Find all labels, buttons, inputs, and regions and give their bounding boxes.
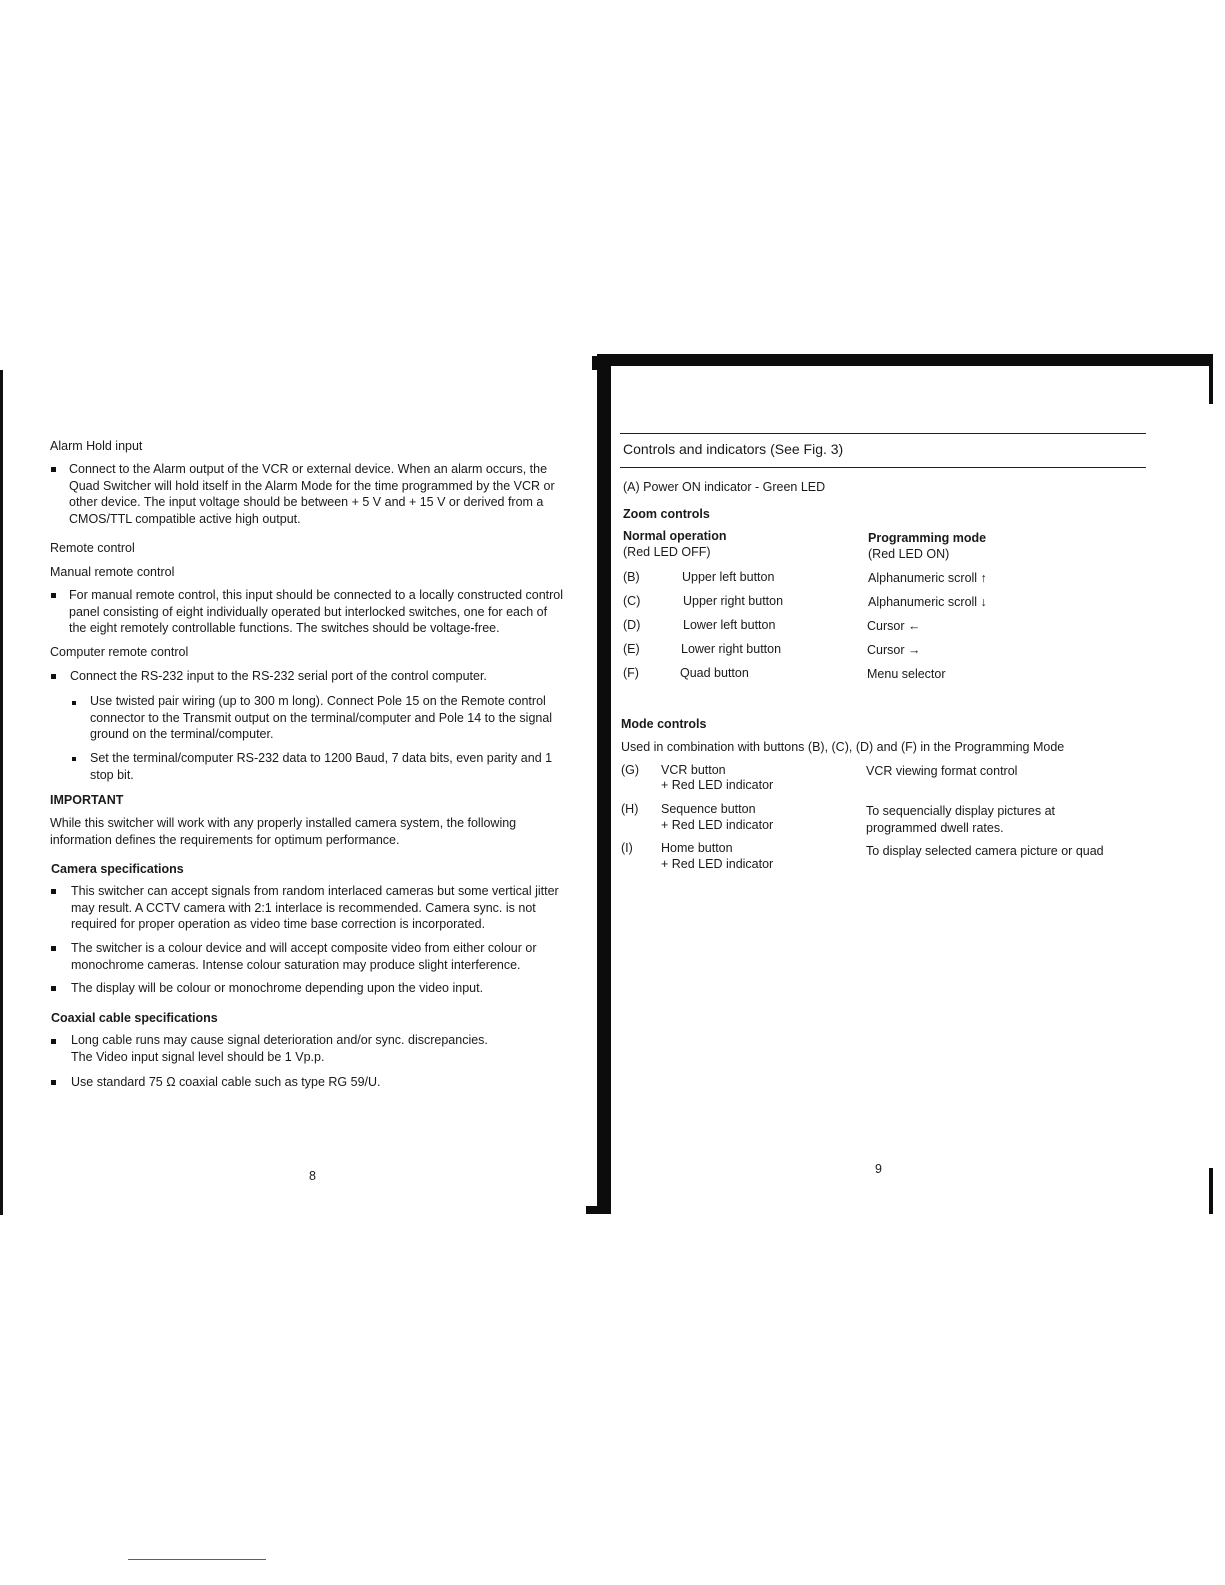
important-heading: IMPORTANT: [50, 793, 124, 807]
controls-title: Controls and indicators (See Fig. 3): [623, 441, 844, 457]
zoom-row-prog: Alphanumeric scroll ↑: [868, 571, 987, 585]
zoom-row-prog: Cursor ←: [867, 619, 921, 633]
manual-remote-text: For manual remote control, this input should be connected to a locally constructed control panel consisting of eight individually operated but interlocked switches, one for each of the eight remotely controllable functions. The switches should be voltage-free.: [69, 588, 564, 635]
bullet-marker: [51, 1039, 56, 1044]
bullet-marker: [51, 467, 56, 472]
power-indicator-text: (A) Power ON indicator - Green LED: [623, 480, 826, 494]
zoom-controls-heading: Zoom controls: [623, 507, 710, 521]
camera-spec-2: The switcher is a colour device and will accept composite video from either colour or monochrome cameras. Intense colour saturation may produce slight interference.: [71, 941, 537, 972]
zoom-row-name: Lower right button: [681, 642, 782, 656]
mode-row-name: Home button: [661, 841, 733, 855]
bullet-marker: [51, 889, 56, 894]
camera-specs-heading: Camera specifications: [51, 862, 184, 876]
normal-operation-sub: (Red LED OFF): [623, 545, 711, 559]
right-scan-edge: [1209, 354, 1213, 404]
mode-row-name: VCR button: [661, 763, 726, 777]
mode-controls-intro: Used in combination with buttons (B), (C), (D) and (F) in the Programming Mode: [621, 740, 1065, 754]
bottom-link-underline: [128, 1559, 266, 1560]
zoom-row-code: (B): [623, 570, 640, 584]
bullet-marker: [51, 986, 56, 991]
top-border-bar: [597, 354, 1213, 366]
coaxial-specs-heading: Coaxial cable specifications: [51, 1011, 218, 1025]
mode-row-name: Sequence button: [661, 802, 756, 816]
coaxial-spec-1: Long cable runs may cause signal deterioration and/or sync. discrepancies. The Video input signal level should be 1 Vp.p.: [71, 1033, 488, 1064]
programming-mode-heading: Programming mode: [868, 531, 987, 545]
zoom-row-code: (E): [623, 642, 640, 656]
left-scan-edge: [0, 370, 3, 1215]
sub-bullet-marker: [72, 757, 76, 761]
mode-row-led: + Red LED indicator: [661, 857, 774, 871]
bullet-marker: [51, 1080, 56, 1085]
spine-bar: [597, 356, 611, 1214]
coaxial-spec-2: Use standard 75 Ω coaxial cable such as type RG 59/U.: [71, 1075, 381, 1089]
zoom-row-name: Lower left button: [683, 618, 776, 632]
zoom-row-code: (D): [623, 618, 641, 632]
computer-remote-sub-2: Set the terminal/computer RS-232 data to 1200 Baud, 7 data bits, even parity and 1 stop bit.: [90, 751, 553, 782]
mode-row-desc: VCR viewing format control: [866, 764, 1018, 778]
sub-bullet-marker: [72, 701, 76, 705]
normal-operation-heading: Normal operation: [623, 529, 727, 543]
manual-remote-heading: Manual remote control: [50, 565, 175, 579]
mode-row-code: (I): [621, 841, 633, 855]
alarm-hold-text: Connect to the Alarm output of the VCR or external device. When an alarm occurs, the Quad Switcher will hold itself in the Alarm Mode for the time programmed by the VCR or other device. The input voltage should be between + 5 V and + 15 V or derived from a CMOS/TTL compatible active high output.: [69, 462, 555, 526]
bullet-marker: [51, 946, 56, 951]
mode-row-desc: To sequencially display pictures at programmed dwell rates.: [866, 804, 1055, 835]
right-scan-edge-bottom: [1209, 1168, 1213, 1214]
mode-row-code: (H): [621, 802, 639, 816]
zoom-row-code: (C): [623, 594, 641, 608]
title-rule-top: [620, 433, 1146, 434]
mode-row-led: + Red LED indicator: [661, 818, 774, 832]
bullet-marker: [51, 593, 56, 598]
spine-bar-bottom-edge: [586, 1206, 598, 1214]
bullet-marker: [51, 674, 56, 679]
zoom-row-name: Upper left button: [682, 570, 775, 584]
programming-mode-sub: (Red LED ON): [868, 547, 950, 561]
remote-control-heading: Remote control: [50, 541, 135, 555]
title-rule-bottom: [620, 467, 1146, 468]
important-text: While this switcher will work with any properly installed camera system, the following information defines the requirements for optimum performance.: [50, 816, 517, 847]
page-number-right: 9: [875, 1162, 882, 1176]
alarm-hold-heading: Alarm Hold input: [50, 439, 143, 453]
mode-controls-heading: Mode controls: [621, 717, 707, 731]
zoom-row-name: Upper right button: [683, 594, 784, 608]
camera-spec-3: The display will be colour or monochrome depending upon the video input.: [71, 981, 484, 995]
zoom-row-prog: Cursor →: [867, 643, 921, 657]
mode-row-led: + Red LED indicator: [661, 778, 774, 792]
zoom-row-prog: Menu selector: [867, 667, 946, 681]
zoom-row-code: (F): [623, 666, 639, 680]
computer-remote-sub-1: Use twisted pair wiring (up to 300 m long). Connect Pole 15 on the Remote control connector to the Transmit output on the terminal/computer and Pole 14 to the signal ground on the terminal/computer.: [90, 694, 553, 741]
mode-row-code: (G): [621, 763, 640, 777]
camera-spec-1: This switcher can accept signals from random interlaced cameras but some vertical jitter may result. A CCTV camera with 2:1 interlace is recommended. Camera sync. is not required for proper operation as video time base correction is incorporated.: [71, 884, 559, 931]
mode-row-desc: To display selected camera picture or quad: [866, 844, 1104, 858]
zoom-row-prog: Alphanumeric scroll ↓: [868, 595, 987, 609]
page-number-left: 8: [309, 1169, 316, 1183]
zoom-row-name: Quad button: [680, 666, 749, 680]
computer-remote-text: Connect the RS-232 input to the RS-232 serial port of the control computer.: [70, 669, 487, 683]
computer-remote-heading: Computer remote control: [50, 645, 189, 659]
